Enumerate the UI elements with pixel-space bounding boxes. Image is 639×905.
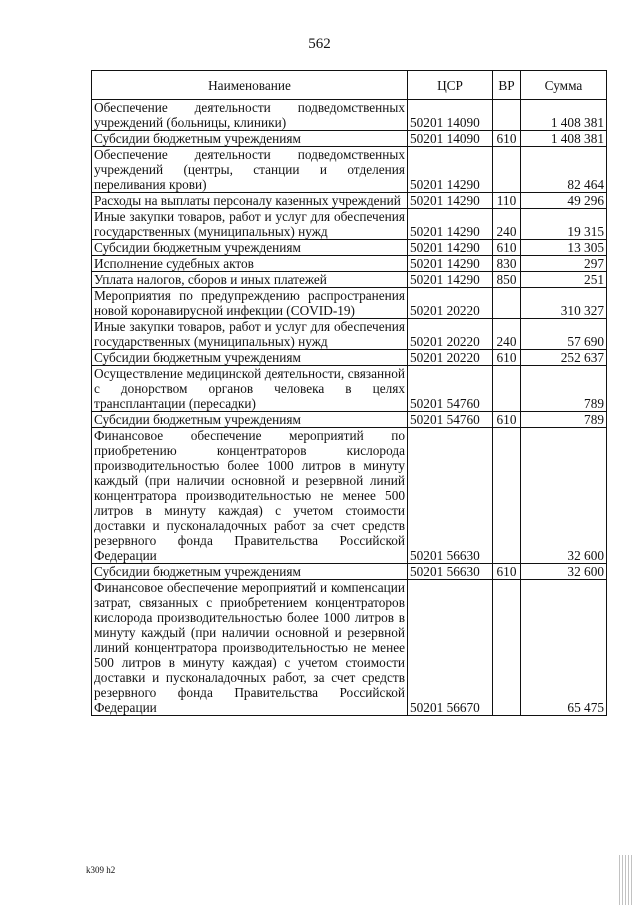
row-name: Уплата налогов, сборов и иных платежей [92, 272, 408, 288]
row-csr: 50201 54760 [408, 366, 493, 412]
table-row [92, 366, 607, 412]
row-name: Иные закупки товаров, работ и услуг для обеспечения государственных (муниципальных) нужд [92, 209, 408, 240]
row-vr [493, 100, 521, 131]
row-sum: 49 296 [521, 193, 607, 209]
row-sum: 57 690 [521, 319, 607, 350]
row-csr: 50201 14290 [408, 147, 493, 193]
row-csr: 50201 56670 [408, 580, 493, 716]
row-sum: 252 637 [521, 350, 607, 366]
table-row [92, 209, 607, 240]
row-name: Субсидии бюджетным учреждениям [92, 564, 408, 580]
table-row [92, 100, 607, 131]
table-row [92, 319, 607, 350]
row-csr: 50201 14290 [408, 256, 493, 272]
row-name: Исполнение судебных актов [92, 256, 408, 272]
row-name: Субсидии бюджетным учреждениям [92, 240, 408, 256]
row-vr [493, 428, 521, 564]
row-vr: 830 [493, 256, 521, 272]
row-sum: 32 600 [521, 428, 607, 564]
row-name: Субсидии бюджетным учреждениям [92, 350, 408, 366]
row-vr: 240 [493, 319, 521, 350]
table-row [92, 147, 607, 193]
table-row [92, 256, 607, 272]
row-csr: 50201 56630 [408, 564, 493, 580]
row-vr: 610 [493, 350, 521, 366]
row-name: Осуществление медицинской деятельности, связанной с донорством органов человека в целях трансплантации (пересадки) [92, 366, 408, 412]
scan-edge-mark [619, 855, 633, 905]
row-csr: 50201 20220 [408, 319, 493, 350]
row-sum: 297 [521, 256, 607, 272]
row-name: Мероприятия по предупреждению распространения новой коронавирусной инфекции (COVID-19) [92, 288, 408, 319]
page-number: 562 [308, 36, 331, 52]
table-header-row [92, 71, 607, 100]
table-row [92, 240, 607, 256]
table-row [92, 350, 607, 366]
row-name: Иные закупки товаров, работ и услуг для обеспечения государственных (муниципальных) нужд [92, 319, 408, 350]
row-name: Расходы на выплаты персоналу казенных учреждений [92, 193, 408, 209]
table-row [92, 580, 607, 716]
row-vr: 240 [493, 209, 521, 240]
row-sum: 32 600 [521, 564, 607, 580]
row-name: Обеспечение деятельности подведомственных учреждений (больницы, клиники) [92, 100, 408, 131]
row-sum: 82 464 [521, 147, 607, 193]
header-sum: Сумма [521, 71, 607, 100]
row-csr: 50201 14290 [408, 209, 493, 240]
row-vr: 610 [493, 240, 521, 256]
table-row [92, 564, 607, 580]
row-name: Субсидии бюджетным учреждениям [92, 412, 408, 428]
row-vr: 610 [493, 131, 521, 147]
row-vr: 610 [493, 412, 521, 428]
budget-table [91, 70, 607, 716]
table-row [92, 193, 607, 209]
footer-code: k309 h2 [86, 865, 116, 875]
row-csr: 50201 56630 [408, 428, 493, 564]
row-csr: 50201 14090 [408, 100, 493, 131]
row-csr: 50201 20220 [408, 288, 493, 319]
row-csr: 50201 14090 [408, 131, 493, 147]
row-csr: 50201 14290 [408, 193, 493, 209]
row-sum: 1 408 381 [521, 100, 607, 131]
row-name: Субсидии бюджетным учреждениям [92, 131, 408, 147]
header-name: Наименование [92, 71, 408, 100]
table-row [92, 412, 607, 428]
row-csr: 50201 14290 [408, 240, 493, 256]
row-sum: 19 315 [521, 209, 607, 240]
row-sum: 789 [521, 366, 607, 412]
row-name: Финансовое обеспечение мероприятий и компенсации затрат, связанных с приобретением концентраторов кислорода производительностью более 1000 литров в минуту каждый (при наличии основной и резервной линий концентратора производительностью не менее 500 литров в минуту каждая) с учетом стоимости доставки и пусконаладочных работ, за счет средств резервного фонда Правительства Российской Федерации [92, 580, 408, 716]
header-csr: ЦСР [408, 71, 493, 100]
row-sum: 789 [521, 412, 607, 428]
table-row [92, 131, 607, 147]
row-vr: 850 [493, 272, 521, 288]
row-name: Финансовое обеспечение мероприятий по приобретению концентраторов кислорода производительностью более 1000 литров в минуту каждый (при наличии основной и резервной линий концентратора производительностью не менее 500 литров в минуту каждая) с учетом стоимости доставки и пусконаладочных работ за счет средств резервного фонда Правительства Российской Федерации [92, 428, 408, 564]
row-name: Обеспечение деятельности подведомственных учреждений (центры, станции и отделения переливания крови) [92, 147, 408, 193]
row-vr [493, 580, 521, 716]
table-row [92, 272, 607, 288]
row-vr [493, 147, 521, 193]
row-sum: 310 327 [521, 288, 607, 319]
row-vr [493, 288, 521, 319]
row-vr: 610 [493, 564, 521, 580]
row-vr: 110 [493, 193, 521, 209]
row-sum: 65 475 [521, 580, 607, 716]
row-vr [493, 366, 521, 412]
row-sum: 1 408 381 [521, 131, 607, 147]
header-vr: ВР [493, 71, 521, 100]
row-csr: 50201 54760 [408, 412, 493, 428]
row-csr: 50201 20220 [408, 350, 493, 366]
row-csr: 50201 14290 [408, 272, 493, 288]
row-sum: 251 [521, 272, 607, 288]
table-row [92, 288, 607, 319]
row-sum: 13 305 [521, 240, 607, 256]
table-row [92, 428, 607, 564]
